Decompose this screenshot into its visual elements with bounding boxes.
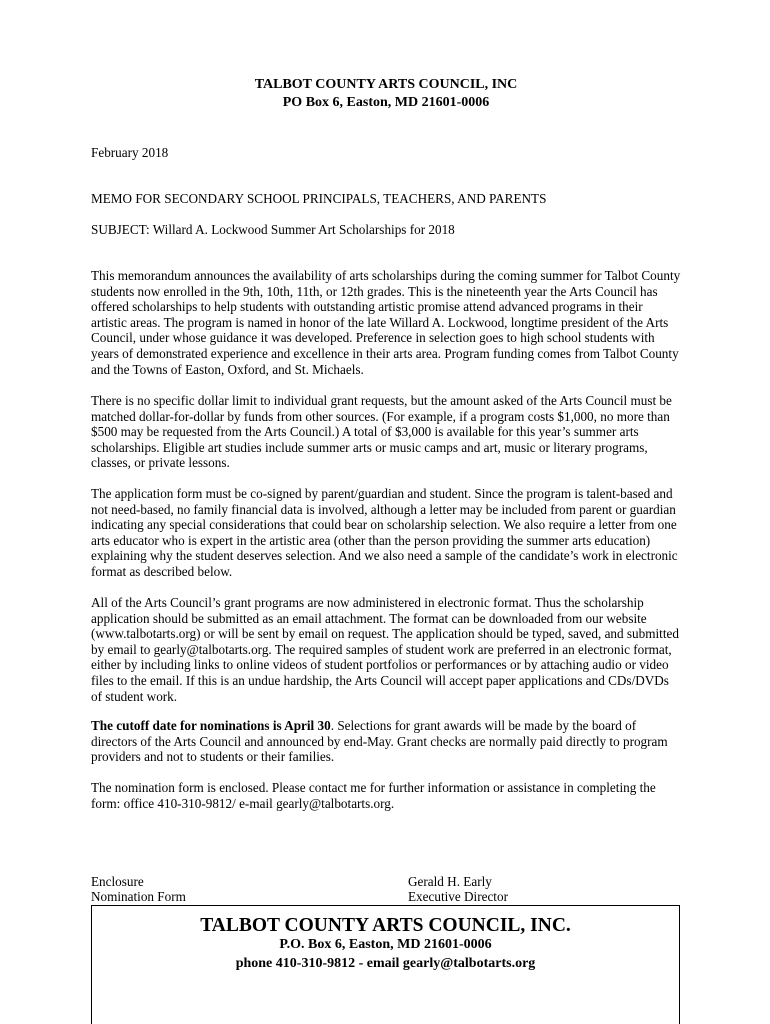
subject-line: SUBJECT: Willard A. Lockwood Summer Art Scholarships for 2018 xyxy=(91,222,455,237)
paragraph-cutoff xyxy=(91,718,681,765)
paragraph-contact: The nomination form is enclosed. Please contact me for further information or assistance in completing the form: office 410-310-9812/ e-mail gearly@talbotarts.org. xyxy=(91,780,656,811)
form-org-address: P.O. Box 6, Easton, MD 21601-0006 xyxy=(279,937,492,952)
org-name-heading: TALBOT COUNTY ARTS COUNCIL, INC xyxy=(254,77,518,92)
cutoff-details: . Selections for grant awards will be made by the board of directors of the Arts Council and announced by end-May. Grant checks are normally paid directly to program providers and not to students or their families. xyxy=(91,718,668,765)
paragraph-electronic-format: All of the Arts Council’s grant programs are now administered in electronic format. Thus the scholarship application should be submitted as an email attachment. The format can be downloaded from our website (www.talbotarts.org) or will be sent by email on request. The application should be typed, saved, and submitted by email to gearly@talbotarts.org. The required samples of student work are preferred in an electronic format, either by including links to online videos of student portfolios or performances or by attaching audio or video files to the email. If this is an undue hardship, the Arts Council will accept paper applications and CDs/DVDs of student work. xyxy=(91,595,679,704)
cutoff-date-bold: The cutoff date for nominations is April 30 xyxy=(91,718,331,733)
memo-date: February 2018 xyxy=(91,145,169,160)
signer-name: Gerald H. Early xyxy=(408,874,492,889)
form-org-contact: phone 410-310-9812 - email gearly@talbotarts.org xyxy=(235,956,536,971)
signer-title: Executive Director xyxy=(408,889,508,904)
memo-to-line: MEMO FOR SECONDARY SCHOOL PRINCIPALS, TEACHERS, AND PARENTS xyxy=(91,191,547,206)
form-org-title: TALBOT COUNTY ARTS COUNCIL, INC. xyxy=(200,915,571,936)
paragraph-intro: This memorandum announces the availability of arts scholarships during the coming summer for Talbot County students now enrolled in the 9th, 10th, 11th, or 12th grades. This is the nineteenth year the Arts Council has offered scholarships to help students with outstanding artistic promise attend advanced programs in their artistic areas. The program is named in honor of the late Willard A. Lockwood, longtime president of the Arts Council, under whose guidance it was developed. Preference in selection goes to high school students with years of demonstrated experience and excellence in their arts area. Program funding comes from Talbot County and the Towns of Easton, Oxford, and St. Michaels. xyxy=(91,268,681,377)
nomination-form-header-box xyxy=(91,905,680,1024)
paragraph-funding: There is no specific dollar limit to individual grant requests, but the amount asked of the Arts Council must be matched dollar-for-dollar by funds from other sources. (For example, if a program costs $1,000, no more than $500 may be requested from the Arts Council.) A total of $3,000 is available for this year’s summer arts scholarships. Eligible art studies include summer arts or music camps and art, music or literary programs, classes, or private lessons. xyxy=(91,393,672,471)
org-address-heading: PO Box 6, Easton, MD 21601-0006 xyxy=(282,95,490,110)
nomination-form-label: Nomination Form xyxy=(91,889,186,904)
paragraph-application: The application form must be co-signed by parent/guardian and student. Since the program is talent-based and not need-based, no family financial data is involved, although a letter may be included from parent or guardian indicating any special considerations that could bear on scholarship selection. We also require a letter from one arts educator who is expert in the artistic area (other than the person providing the summer arts education) explaining why the student deserves selection. And we also need a sample of the candidate’s work in electronic format as described below. xyxy=(91,486,678,579)
enclosure-label: Enclosure xyxy=(91,874,144,889)
